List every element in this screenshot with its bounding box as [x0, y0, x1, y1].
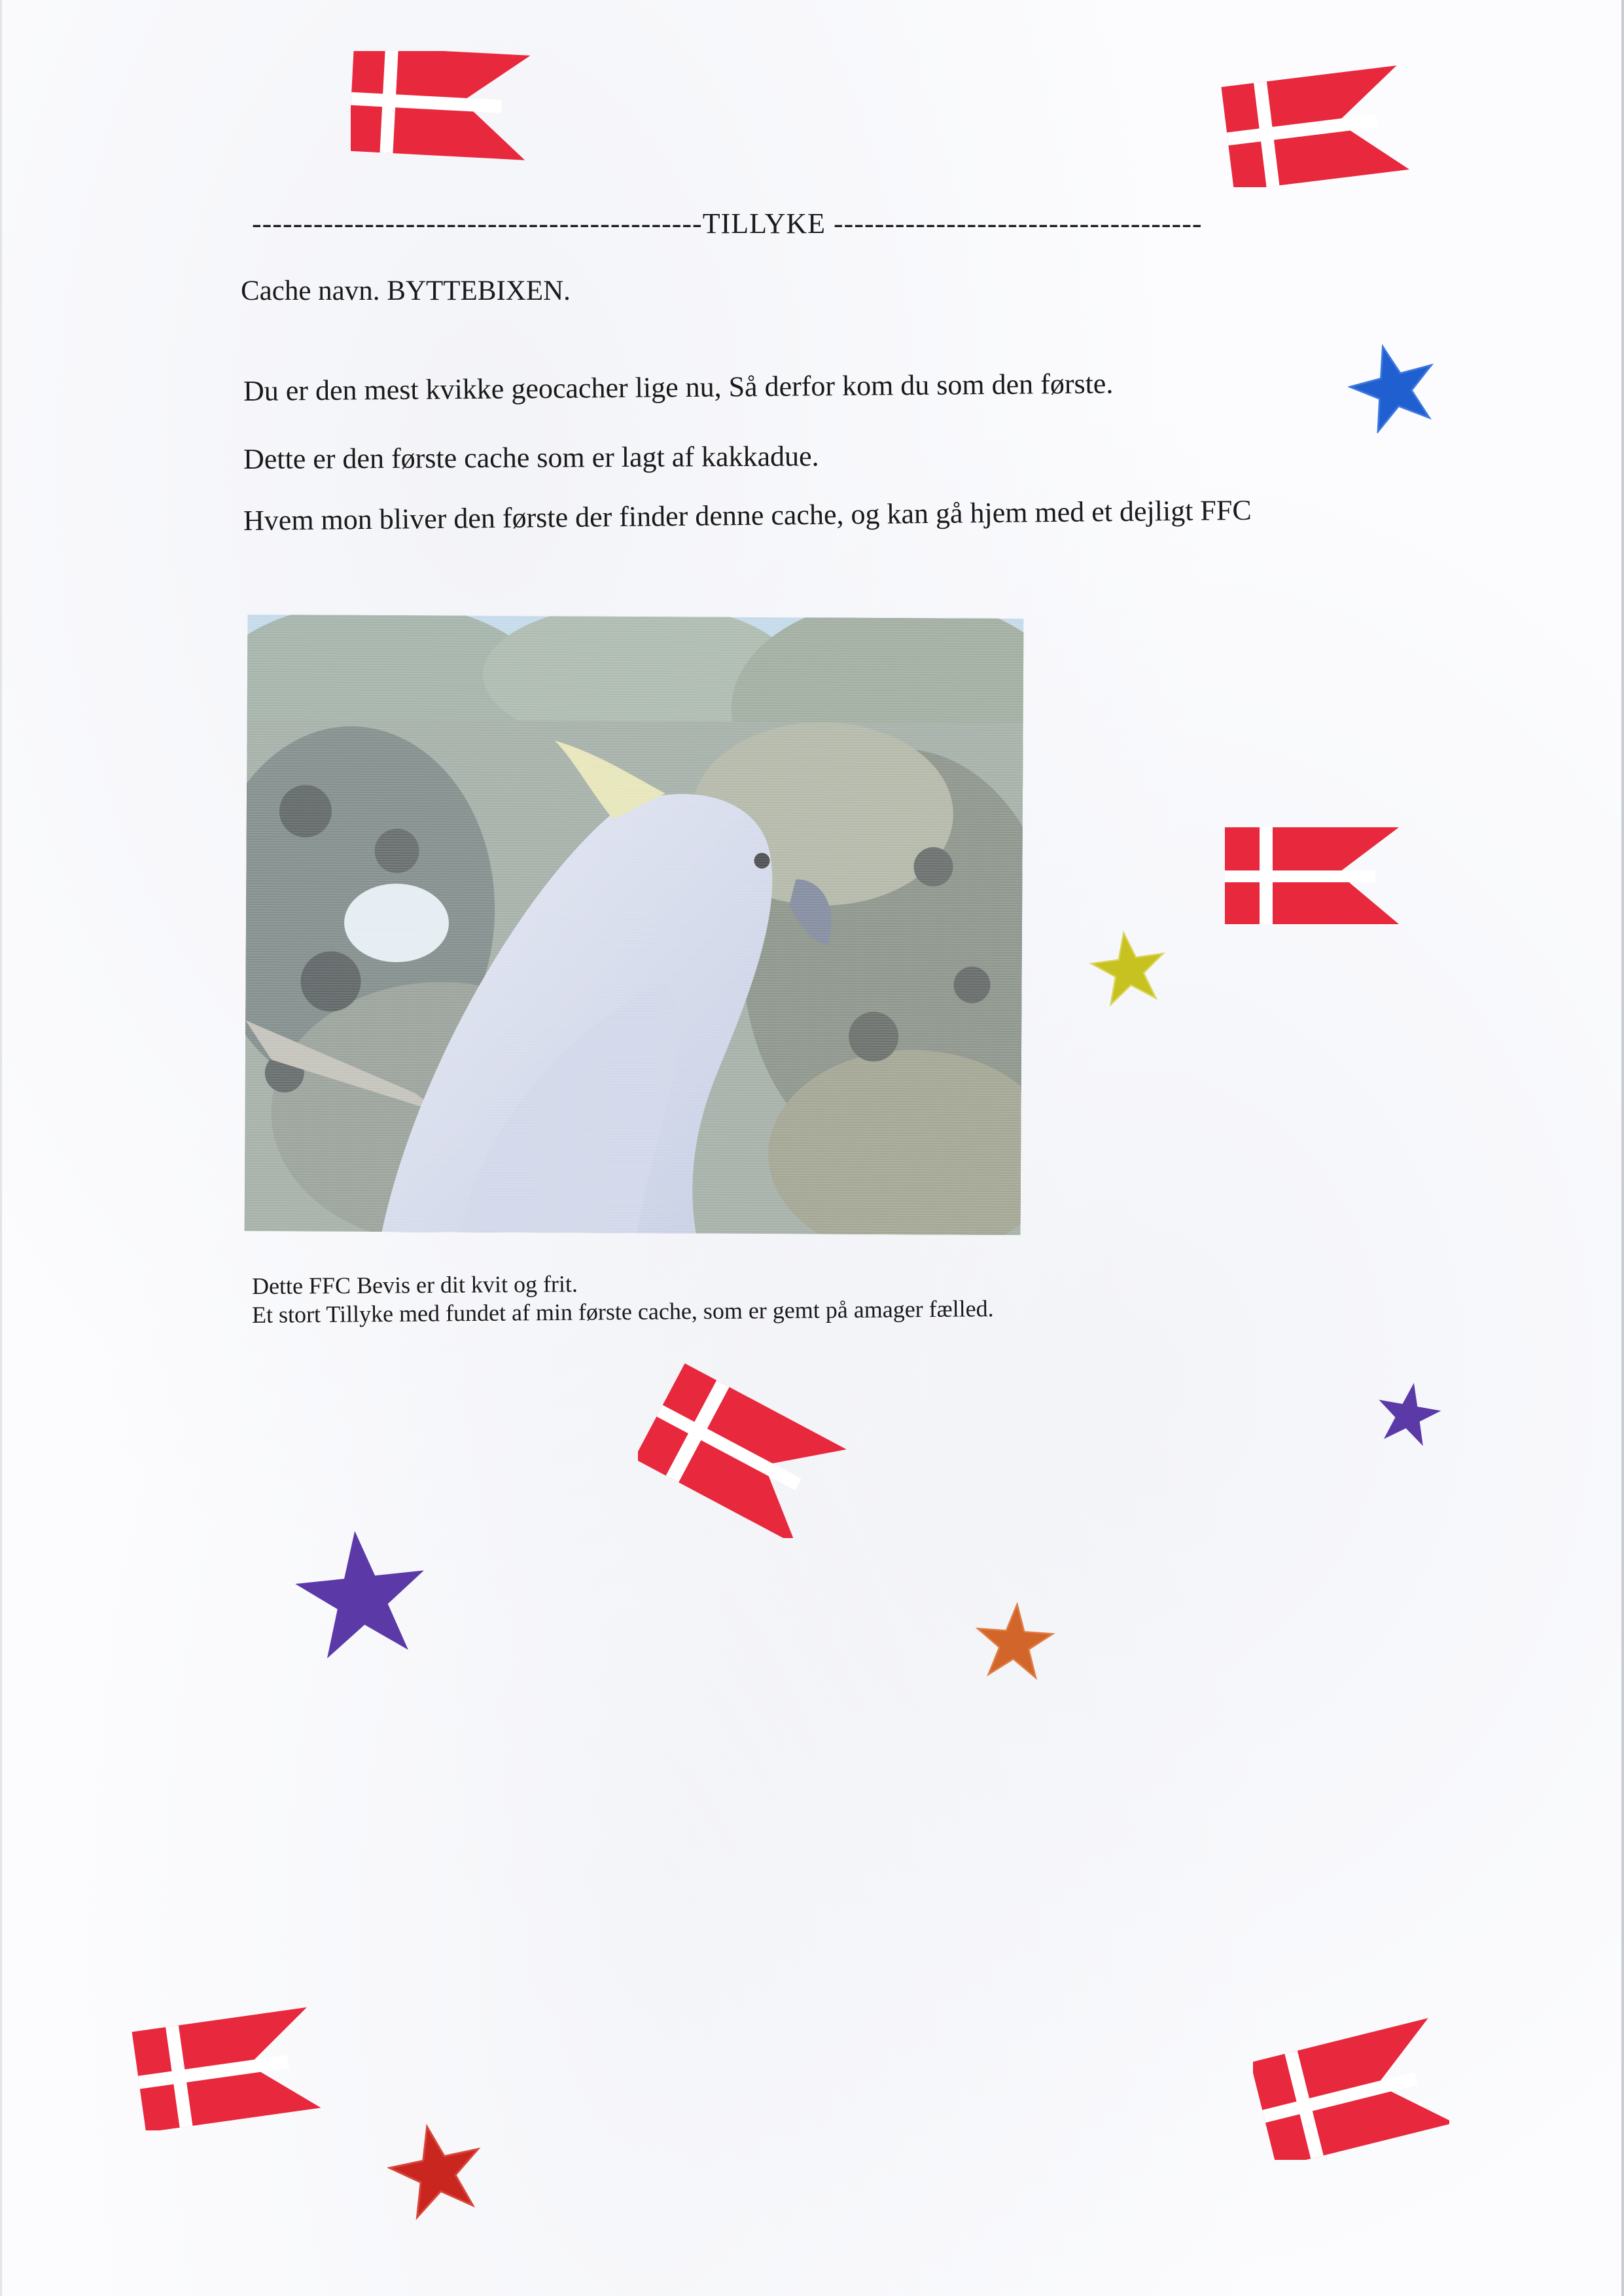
congratulations-header: --------------------------------------------TILLYKE ------------------------------------	[252, 207, 1203, 240]
danish-flag-icon	[1224, 826, 1400, 931]
paper-edge-left	[0, 0, 2, 2296]
star-icon	[1089, 929, 1168, 1008]
body-line-3: Hvem mon bliver den første der finder denne cache, og kan gå hjem med et dejligt FFC	[243, 493, 1252, 537]
danish-flag-icon	[131, 2000, 321, 2130]
star-icon	[974, 1601, 1055, 1683]
cache-name: Cache navn. BYTTEBIXEN.	[241, 276, 571, 306]
body-line-2: Dette er den første cache som er lagt af kakkadue.	[243, 440, 819, 475]
star-icon	[387, 2122, 485, 2220]
danish-flag-icon	[351, 51, 534, 169]
caption-line-2: Et stort Tillyke med fundet af min første cache, som er gemt på amager fælled.	[251, 1295, 994, 1328]
star-icon	[1374, 1380, 1443, 1448]
cockatoo-image	[245, 615, 1024, 1235]
paper-edge-right	[1621, 0, 1624, 2296]
cockatoo-photo	[245, 615, 1024, 1235]
caption-line-1: Dette FFC Bevis er dit kvit og frit.	[251, 1270, 578, 1299]
body-line-1: Du er den mest kvikke geocacher lige nu, Så derfor kom du som den første.	[243, 367, 1114, 407]
danish-flag-icon	[1220, 56, 1409, 187]
danish-flag-icon	[1253, 2016, 1449, 2160]
star-icon	[1348, 342, 1439, 433]
danish-flag-icon	[638, 1361, 847, 1538]
star-icon	[291, 1525, 432, 1666]
